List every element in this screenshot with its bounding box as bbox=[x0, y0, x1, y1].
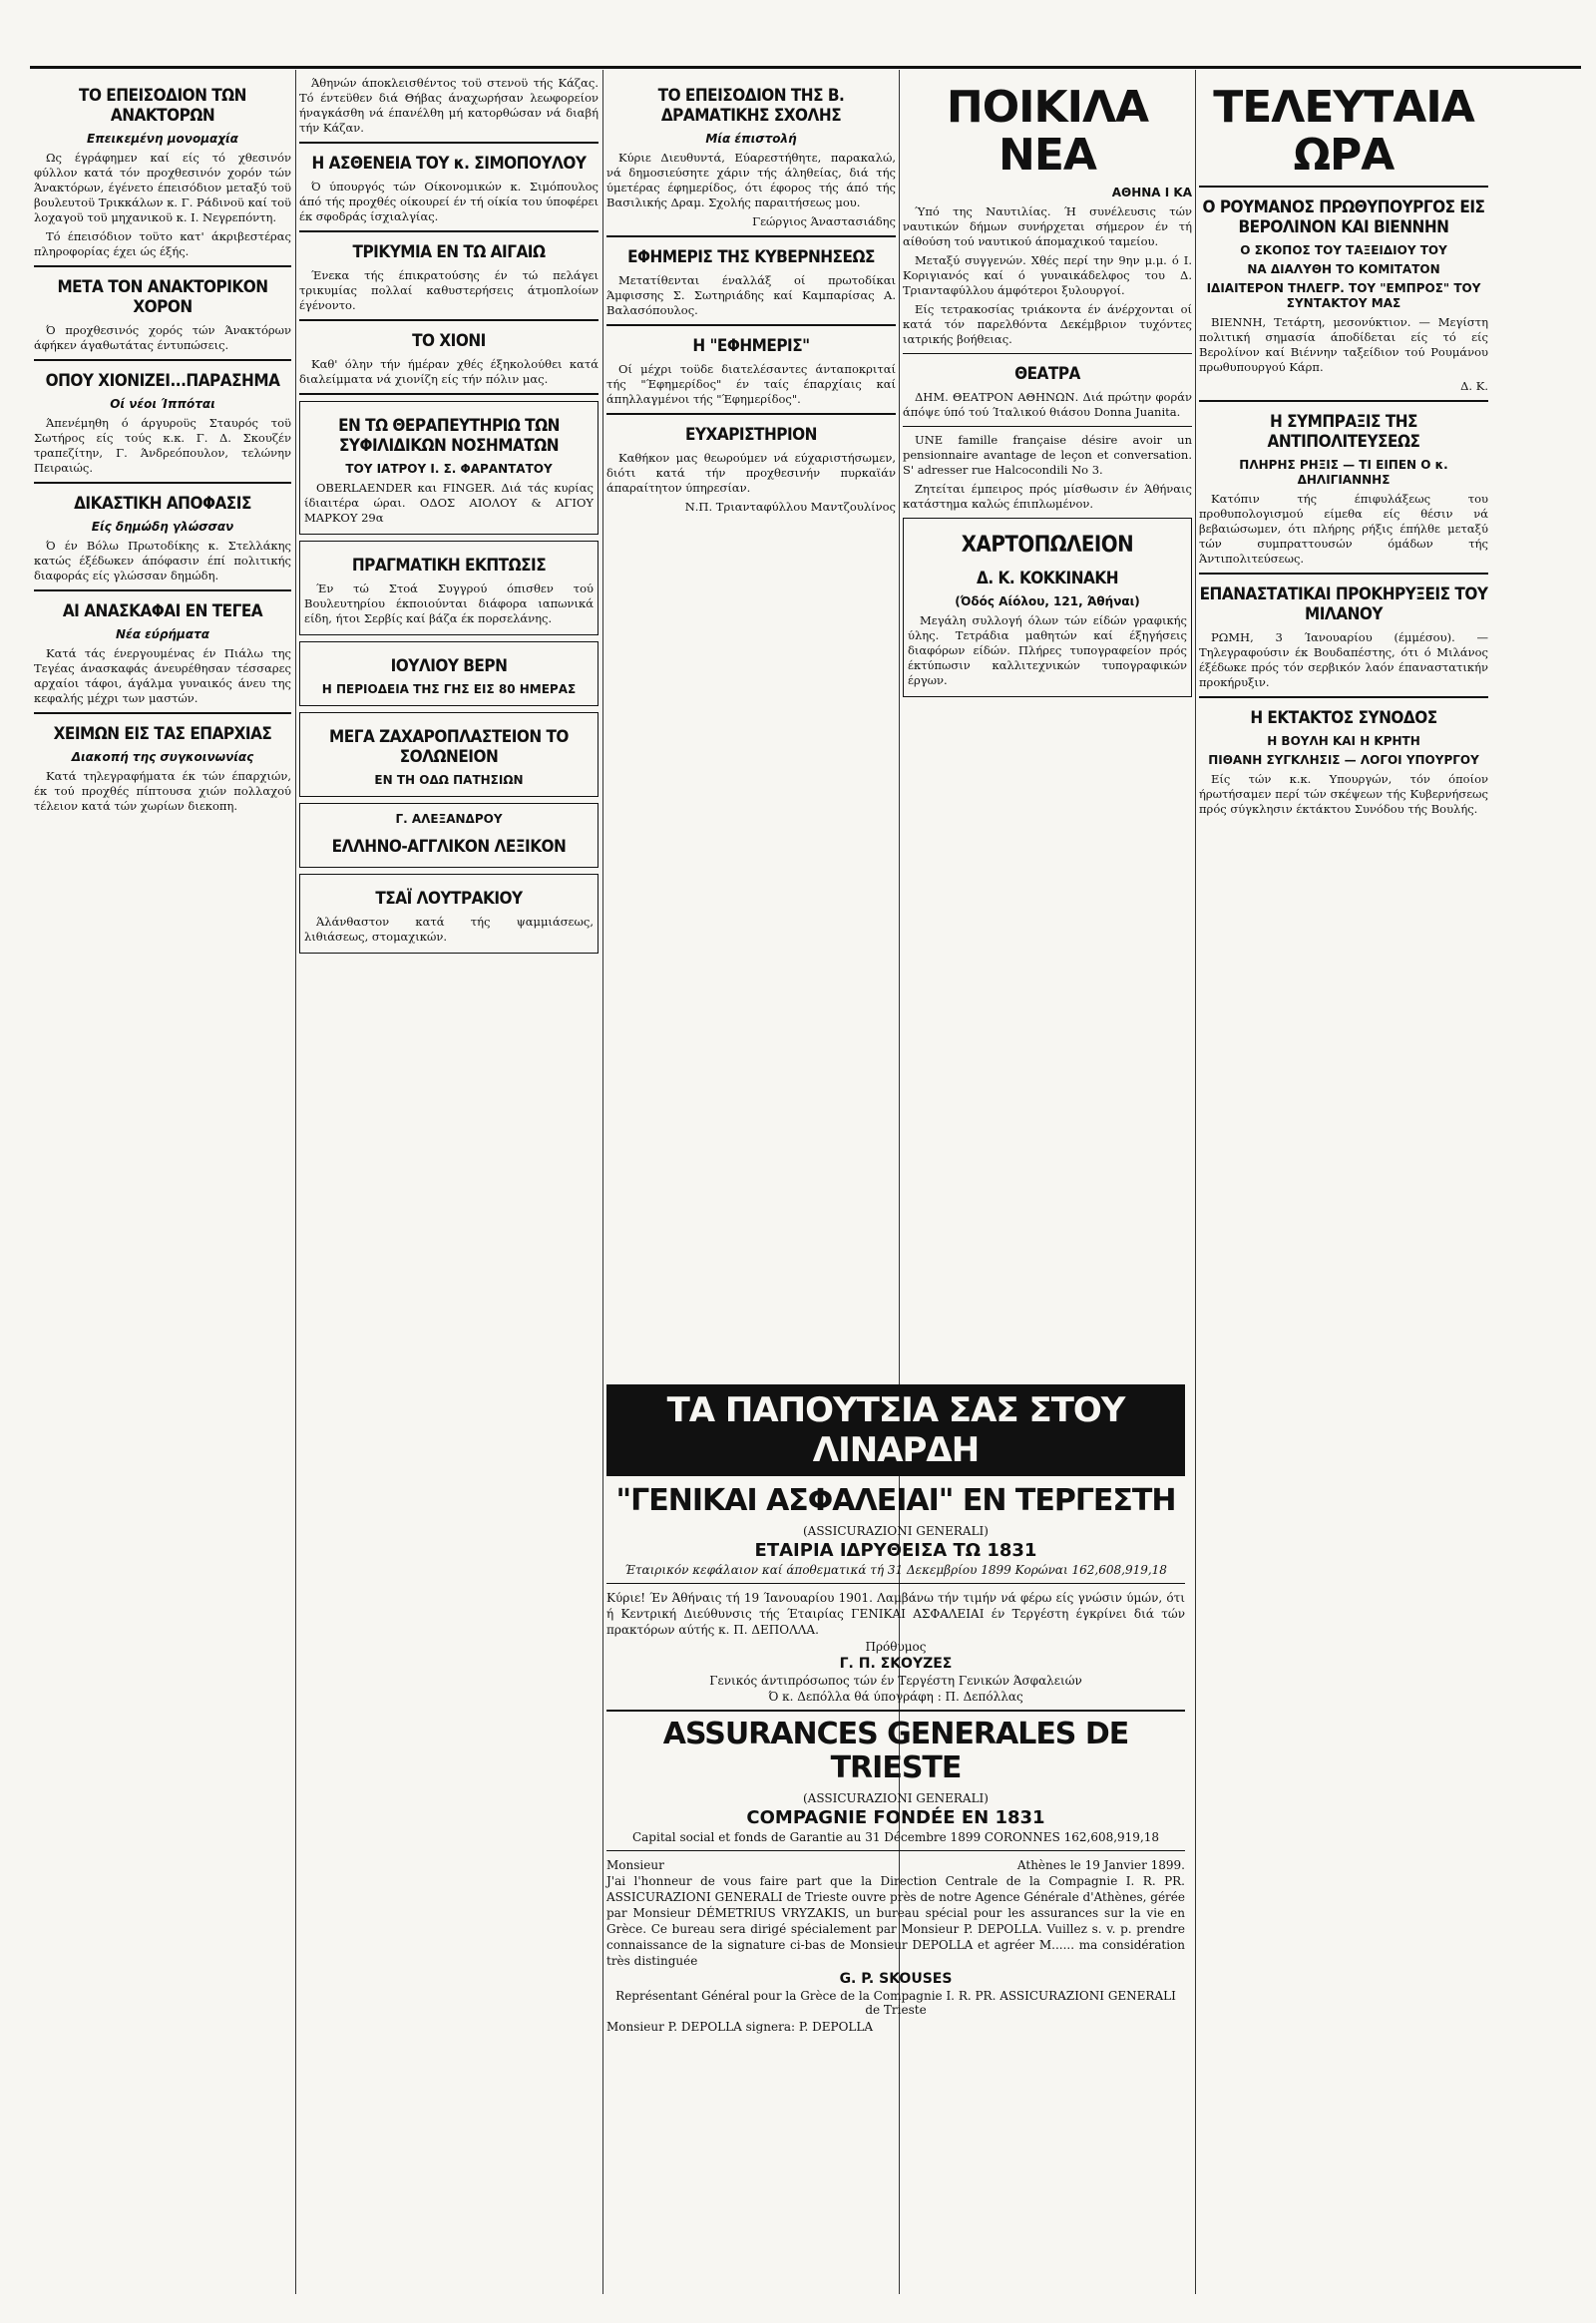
column-divider bbox=[1195, 70, 1196, 2294]
divider bbox=[299, 393, 598, 395]
column-divider bbox=[602, 70, 603, 2294]
column-5 bbox=[1199, 76, 1488, 2290]
divider bbox=[606, 235, 896, 237]
headline-snow: ΤΟ ΧΙΟΝΙ bbox=[412, 331, 486, 351]
ad-signature-role: Γενικός άντιπρόσωπος τών έν Τεργέστη Γενικών Άσφαλειών bbox=[709, 1674, 1082, 1688]
article-paragraph: Κατόπιν τής έπιφυλάξεως του προθυπολογισμού είμεθα είς θέσιν νά βεβαιώσωμεν, ότι πλήρης ρήξις έπήλθε μεταξύ τών συμπραττουσών όμάδων τής Άντιπολιτεύσεως. bbox=[1199, 492, 1488, 566]
divider bbox=[903, 353, 1192, 354]
ad-body: Άλάνθαστον κατά τής ψαμμιάσεως, λιθιάσεως, στομαχικών. bbox=[304, 915, 594, 944]
article-paragraph: Άθηνών άποκλεισθέντος τοϋ στενοϋ τής Κάζας. Τό έντεϋθεν διά Θήβας άναχωρήσαν λεωφορείον ήναγκάσθη νά έπανέλθη μή κατορθώσαν νά διαβή τήν Κάζαν. bbox=[299, 76, 598, 135]
divider bbox=[1199, 400, 1488, 402]
newspaper-page bbox=[30, 40, 1586, 2304]
ad-body: ΟBERLAENDER και FINGER. Διά τάς κυρίας ίδιαιτέρα ώραι. ΟΔΟΣ ΑΙΟΛΟΥ & ΑΓΙΟΥ ΜΑΡΚΟΥ 29α bbox=[304, 481, 594, 525]
subheadline: ΠΙΘΑΝΗ ΣΥΓΚΛΗΣΙΣ — ΛΟΓΟΙ ΥΠΟΥΡΓΟΥ bbox=[1208, 753, 1479, 767]
divider bbox=[299, 142, 598, 144]
divider bbox=[299, 230, 598, 232]
signature: Γεώργιος Άναστασιάδης bbox=[752, 214, 896, 228]
signature: Ν.Π. Τριανταφύλλου Μαντζουλίνος bbox=[684, 500, 896, 514]
divider bbox=[606, 324, 896, 326]
ad-subtitle: Η ΠΕΡΙΟΔΕΙΑ ΤΗΣ ΓΗΣ ΕΙΣ 80 ΗΜΕΡΑΣ bbox=[321, 682, 577, 696]
ad-date: Athènes le 19 Janvier 1899. bbox=[1016, 1858, 1185, 1872]
column-4 bbox=[903, 76, 1192, 1362]
advertisement-confectionery bbox=[299, 712, 598, 797]
ad-subtitle: Γ. ΑΛΕΞΑΝΔΡΟΥ bbox=[395, 812, 503, 826]
divider bbox=[903, 426, 1192, 427]
divider bbox=[606, 1850, 1185, 1851]
ad-signature-role: Représentant Général pour la Grèce de la Compagnie I. R. PR. ASSICURAZIONI GENERALI de Trieste bbox=[615, 1989, 1176, 2017]
article-paragraph: Κατά τηλεγραφήματα έκ τών έπαρχιών, έκ τού προχθές πίπτουσα χιών πολλαχού τέλειον κατά τών χωρίων διεκοπη. bbox=[34, 769, 291, 813]
headline-milan-proclamations: ΕΠΑΝΑΣΤΑΤΙΚΑΙ ΠΡΟΚΗΡΥΞΕΙΣ ΤΟΥ ΜΙΛΑΝΟΥ bbox=[1199, 584, 1488, 624]
dateline: ΑΘΗΝΑ Ι ΚΑ bbox=[1111, 186, 1192, 199]
ad-letter-greek: Κύριε! Έν Άθήναις τή 19 Ίανουαρίου 1901. Λαμβάνω τήν τιμήν νά φέρω είς γνώσιν ύμών, ότι ή Κεντρική Διεύθυνσις τής Έταιρίας ΓΕΝΙΚΑΙ ΑΣΦΑΛΕΙΑΙ έν Τεργέστη έγκρίνει διά τών πρακτόρων αύτής κ. Π. ΔΕΠΟΛΛΑ. bbox=[606, 1591, 1185, 1637]
ad-letter-french: J'ai l'honneur de vous faire part que la Direction Centrale de la Compagnie I. R. PR. ASSICURAZIONI GENERALI de Trieste ouvre près de notre Agence Générale d'Athènes, gérée par Monsieur DÉMETRIUS VRYZAKIS, un bureau spécial pour les assurances sur la vie en Grèce. Ce bureau sera dirigé spécialement par Monsieur P. DEPOLLA. Vuillez s. v. p. prendre connaissance de la signature ci-bas de Monsieur DEPOLLA et agréer M...... ma considération très distinguée bbox=[606, 1874, 1185, 1968]
signature: Δ. Κ. bbox=[1460, 379, 1488, 393]
article-paragraph: Τό έπεισόδιον τοϋτο κατ' άκριβεστέρας πληροφορίας έχει ώς έξής. bbox=[34, 229, 291, 258]
article-paragraph: Ό προχθεσινός χορός τών Άνακτόρων άφήκεν άγαθωτάτας έντυπώσεις. bbox=[34, 323, 291, 352]
divider bbox=[606, 1710, 1185, 1712]
ad-founded-greek: ΕΤΑΙΡΙΑ ΙΔΡΥΘΕΙΣΑ ΤΩ 1831 bbox=[754, 1540, 1037, 1561]
article-paragraph: Οί μέχρι τοϋδε διατελέσαντες άνταποκριταί τής "Έφημερίδος" έν ταίς έπαρχίαις καί άπηλλαγμένοι τής "Έφημερίδος". bbox=[606, 362, 896, 406]
article-paragraph: Είς τών κ.κ. Υπουργών, τόν όποίον ήρωτήσαμεν περί τών σκέψεων τής Κυβερνήσεως πρός σύγκλησιν έκτάκτου Συνόδου τής Βουλής. bbox=[1199, 772, 1488, 816]
advertisement-shoes: ΤΑ ΠΑΠΟΥΤΣΙΑ ΣΑΣ ΣΤΟΥ ΛΙΝΑΡΔΗ bbox=[606, 1384, 1185, 1476]
subheadline: Η ΒΟΥΛΗ ΚΑΙ Η ΚΡΗΤΗ bbox=[1267, 734, 1420, 748]
advertisement-clinic bbox=[299, 401, 598, 535]
headline-after-ball: ΜΕΤΑ ΤΟΝ ΑΝΑΚΤΟΡΙΚΟΝ ΧΟΡΟΝ bbox=[57, 277, 268, 317]
ad-signature-french: G. P. SKOUSES bbox=[839, 1971, 953, 1987]
article-paragraph: Άπενέμηθη ό άργυροϋς Σταυρός τοϋ Σωτήρος είς τούς κ.κ. Γ. Δ. Σκουζέν τραπεζίτην, Γ. Άνδρεόπουλον, τελώνην Πειραιώς. bbox=[34, 416, 291, 475]
headline-opposition: Η ΣΥΜΠΡΑΞΙΣ ΤΗΣ ΑΝΤΙΠΟΛΙΤΕΥΣΕΩΣ bbox=[1267, 412, 1420, 452]
divider bbox=[34, 482, 291, 484]
advertisement-dictionary bbox=[299, 803, 598, 868]
column-1 bbox=[34, 76, 291, 2290]
headline-extraordinary-session: Η ΕΚΤΑΚΤΟΣ ΣΥΝΟΔΟΣ bbox=[1250, 708, 1437, 728]
ad-body: Έν τώ Στοά Συγγρού όπισθεν τού Βουλευτηρίου έκποιούνται διάφορα ιαπωνικά είδη, ήτοι Σερβίς καί βάζα έκ πορσελάνης. bbox=[304, 581, 594, 625]
ad-title: ΙΟΥΛΙΟΥ ΒΕΡΝ bbox=[390, 656, 508, 676]
ad-greeting: Monsieur bbox=[606, 1858, 664, 1872]
subheadline: Είς δημώδη γλώσσαν bbox=[91, 520, 234, 534]
divider bbox=[1199, 573, 1488, 575]
divider bbox=[34, 712, 291, 714]
subheadline: ΙΔΙΑΙΤΕΡΟΝ ΤΗΛΕΓΡ. ΤΟΥ "ΕΜΠΡΟΣ" ΤΟΥ ΣΥΝΤΑΚΤΟΥ ΜΑΣ bbox=[1206, 281, 1481, 310]
ad-signature-greek: Γ. Π. ΣΚΟΥΖΕΣ bbox=[839, 1656, 953, 1672]
article-paragraph: Καθ' όλην τήν ήμέραν χθές έξηκολούθει κατά διαλείμματα νά χιονίζη είς τήν πόλιν μας. bbox=[299, 357, 598, 386]
ad-body: Μεγάλη συλλογή όλων τών είδών γραφικής ύλης. Τετράδια μαθητών καί έξηγήσεις διαφόρων είδών. Πλήρες τυπογραφείον πρός έκτύπωσιν καλλιτεχνικών τυπογραφικών έργων. bbox=[908, 613, 1187, 687]
advertisement-discount bbox=[299, 541, 598, 635]
classified-ad: UNE famille française désire avoir un pensionnaire avantage de leçon et conversation. S' adresser rue Halcocondili No 3. bbox=[903, 433, 1192, 477]
divider bbox=[1199, 186, 1488, 188]
ad-letter-header bbox=[606, 1857, 1185, 1873]
divider bbox=[34, 265, 291, 267]
article-paragraph: Μεταξύ συγγενών. Χθές περί την 9ην μ.μ. ό Ι. Κοριγιανός καί ό γυναικάδελφος του Δ. Τριανταφύλλου άμφότεροι ξυλουργοί. bbox=[903, 253, 1192, 297]
divider bbox=[299, 319, 598, 321]
classified-ad: Ζητείται έμπειρος πρός μίσθωσιν έν Άθήναις κατάστημα καλώς έπιπλωμένον. bbox=[903, 482, 1192, 511]
ad-signature-note: Monsieur P. DEPOLLA signera: P. DEPOLLA bbox=[606, 2020, 874, 2034]
article-paragraph: Κύριε Διευθυντά, Εύαρεστήθητε, παρακαλώ, νά δημοσιεύσητε χάριν τής άληθείας, διά τής ύμετέρας έφημερίδος, ότι έφορος τής άπό τής Βασιλικής Δραμ. Σχολής παραιτήσεως μου. bbox=[606, 151, 896, 209]
article-paragraph: Ύπό της Ναυτιλίας. Ή συνέλευσις τών ναυτικών δήμων συνήρχεται σήμερον έν τή αίθούση τού ναυτικού άπομαχικού ταμείου. bbox=[903, 204, 1192, 248]
column-3 bbox=[606, 76, 896, 1362]
ad-capital-french: Capital social et fonds de Garantie au 31 Décembre 1899 CORONNES 162,608,919,18 bbox=[631, 1830, 1160, 1844]
top-rule bbox=[30, 66, 1581, 69]
divider bbox=[34, 359, 291, 361]
divider bbox=[1199, 696, 1488, 698]
subheadline: Οί νέοι Ίππόται bbox=[110, 397, 215, 411]
subheadline: ΠΛΗΡΗΣ ΡΗΞΙΣ — ΤΙ ΕΙΠΕΝ Ο κ. ΔΗΛΙΓΙΑΝΝΗΣ bbox=[1239, 458, 1448, 487]
ad-subtitle: ΕΝ ΤΗ ΟΔΩ ΠΑΤΗΣΙΩΝ bbox=[374, 773, 524, 787]
section-masthead-last-hour: ΤΕΛΕΥΤΑΙΑ ΩΡΑ bbox=[1213, 82, 1474, 181]
headline-winter-provinces: ΧΕΙΜΩΝ ΕΙΣ ΤΑΣ ΕΠΑΡΧΙΑΣ bbox=[53, 724, 272, 744]
article-paragraph: Ένεκα τής έπικρατούσης έν τώ πελάγει τρικυμίας πολλαί καθυστερήσεις άτμοπλοίων έγένοντο. bbox=[299, 268, 598, 312]
subheadline: Διακοπή της συγκοινωνίας bbox=[71, 750, 254, 764]
advertisement-stationery bbox=[903, 518, 1192, 697]
ad-address: (Όδός Αίόλου, 121, Άθήναι) bbox=[955, 594, 1140, 608]
advertisement-tea bbox=[299, 874, 598, 954]
ad-capital-greek: Έταιρικόν κεφάλαιον καί άποθεματικά τή 31 Δεκεμβρίου 1899 Κορώναι 162,608,919,18 bbox=[624, 1563, 1167, 1577]
column-2 bbox=[299, 76, 598, 2290]
article-paragraph: Ως έγράφημεν καί είς τό χθεσινόν φύλλον κατά τόν προχθεσινόν χορόν τών Άνακτόρων, έγένετο έπεισόδιον μεταξύ τοϋ βουλευτοϋ Τρικκάλων κ. Γ. Ράδινοϋ καί τοϋ λοχαγοϋ τοϋ μηχανικοϋ κ. Ι. Νεγρεπόντη. bbox=[34, 151, 291, 224]
article-paragraph: ΡΩΜΗ, 3 Ίανουαρίου (έμμέσου). — Τηλεγραφούσιν έκ Βουδαπέστης, ότι ό Μιλάνος έξέδωκε πρός τόν σερβικόν λαόν έπαναστατικήν προκήρυξιν. bbox=[1199, 630, 1488, 689]
ad-signature-note: Ό κ. Δεπόλλα θά ύπογράφη : Π. Δεπόλλας bbox=[768, 1690, 1023, 1704]
article-paragraph: Ό ύπουργός τών Οίκονομικών κ. Σιμόπουλος άπό τής προχθές οίκουρεί έν τή οίκία του ύποφέρει έκ σφοδράς ίσχιαλγίας. bbox=[299, 180, 598, 223]
headline-aegean-storm: ΤΡΙΚΥΜΙΑ ΕΝ ΤΩ ΑΙΓΑΙΩ bbox=[352, 242, 546, 262]
article-paragraph: ΔΗΜ. ΘΕΑΤΡΟΝ ΑΘΗΝΩΝ. Διά πρώτην φοράν άπόψε ύπό τού Ίταλικού θιάσου Donna Juanita. bbox=[903, 390, 1192, 419]
subheadline: Μία έπιστολή bbox=[705, 132, 797, 146]
headline-tegea-excavations: ΑΙ ΑΝΑΣΚΑΦΑΙ ΕΝ ΤΕΓΕΑ bbox=[62, 601, 263, 621]
ad-signature-label: Πρόθυμος bbox=[865, 1640, 927, 1654]
ad-subtitle: ΤΟΥ ΙΑΤΡΟΥ Ι. Σ. ΦΑΡΑΝΤΑΤΟΥ bbox=[345, 462, 553, 476]
ad-title: ΠΡΑΓΜΑΤΙΚΗ ΕΚΠΤΩΣΙΣ bbox=[351, 556, 547, 576]
ad-subtitle: (ASSICURAZIONI GENERALI) bbox=[803, 1791, 989, 1805]
ad-title-french: ASSURANCES GENERALES DE TRIESTE bbox=[662, 1717, 1129, 1785]
headline-theatres: ΘΕΑΤΡΑ bbox=[1014, 364, 1080, 384]
ad-subtitle: Δ. Κ. ΚΟΚΚΙΝΑΚΗ bbox=[977, 569, 1118, 588]
headline-thanks: ΕΥΧΑΡΙΣΤΗΡΙΟΝ bbox=[685, 425, 817, 445]
headline-palace-incident: ΤΟ ΕΠΕΙΣΟΔΙΟΝ ΤΩΝ ΑΝΑΚΤΟΡΩΝ bbox=[79, 86, 246, 126]
divider bbox=[34, 589, 291, 591]
headline-gazette: ΕΦΗΜΕΡΙΣ ΤΗΣ ΚΥΒΕΡΝΗΣΕΩΣ bbox=[627, 247, 875, 267]
divider bbox=[606, 413, 896, 415]
ad-title: ΜΕΓΑ ΖΑΧΑΡΟΠΛΑΣΤΕΙΟΝ ΤΟ ΣΟΛΩΝΕΙΟΝ bbox=[329, 727, 569, 767]
advertisement-jules-verne bbox=[299, 641, 598, 706]
ad-title: ΕΛΛΗΝΟ-ΑΓΓΛΙΚΟΝ ΛΕΞΙΚΟΝ bbox=[331, 837, 567, 857]
article-paragraph: Είς τετρακοσίας τριάκοντα έν άνέρχονται οί κατά τόν παρελθόντα Δεκέμβριον τυχόντες ιατρικής βοήθειας. bbox=[903, 302, 1192, 346]
insurance-advertisement-block bbox=[606, 1376, 1185, 2035]
ad-title: ΧΑΡΤΟΠΩΛΕΙΟΝ bbox=[961, 533, 1134, 558]
headline-minister-illness: Η ΑΣΘΕΝΕΙΑ ΤΟΥ κ. ΣΙΜΟΠΟΥΛΟΥ bbox=[311, 154, 587, 174]
ad-subtitle: (ASSICURAZIONI GENERALI) bbox=[803, 1524, 989, 1538]
headline-romanian-pm: Ο ΡΟΥΜΑΝΟΣ ΠΡΩΘΥΠΟΥΡΓΟΣ ΕΙΣ ΒΕΡΟΛΙΝΟΝ ΚΑΙ ΒΙΕΝΝΗΝ bbox=[1202, 197, 1485, 237]
headline-snow-medals: ΟΠΟΥ ΧΙΟΝΙΖΕΙ...ΠΑΡΑΣΗΜΑ bbox=[45, 371, 280, 391]
article-paragraph: Καθήκον μας θεωρούμεν νά εύχαριστήσωμεν, διότι κατά τήν προχθεσινήν πυρκαϊάν άπαραίτητον ύπηρεσίαν. bbox=[606, 451, 896, 495]
headline-efimeris: Η "ΕΦΗΜΕΡΙΣ" bbox=[692, 336, 810, 356]
headline-drama-school: ΤΟ ΕΠΕΙΣΟΔΙΟΝ ΤΗΣ Β. ΔΡΑΜΑΤΙΚΗΣ ΣΧΟΛΗΣ bbox=[657, 86, 845, 126]
subheadline: Ο ΣΚΟΠΟΣ ΤΟΥ ΤΑΞΕΙΔΙΟΥ ΤΟΥ bbox=[1240, 243, 1447, 257]
ad-title-greek: "ΓΕΝΙΚΑΙ ΑΣΦΑΛΕΙΑΙ" ΕΝ ΤΕΡΓΕΣΤΗ bbox=[615, 1483, 1176, 1518]
article-paragraph: Μετατίθενται έναλλάξ οί πρωτοδίκαι Άμφισσης Σ. Σωτηριάδης καί Καμπαρίσας Α. Βαλασόπουλος. bbox=[606, 273, 896, 317]
subheadline: Νέα εύρήματα bbox=[115, 627, 210, 641]
ad-founded-french: COMPAGNIE FONDÉE EN 1831 bbox=[746, 1807, 1045, 1828]
article-paragraph: ΒΙΕΝΝΗ, Τετάρτη, μεσονύκτιον. — Μεγίστη πολιτική σημασία άποδίδεται είς τό είς Βερολίνον καί Βιέννην ταξείδιον τού Ρουμάνου πρωθυπουργού Κάρπ. bbox=[1199, 315, 1488, 374]
article-paragraph: Ό έν Βόλω Πρωτοδίκης κ. Στελλάκης κατώς έξέδωκεν άπόφασιν έπί πολιτικής διαφοράς είς γλώσσαν δημώδη. bbox=[34, 539, 291, 582]
article-paragraph: Κατά τάς ένεργουμένας έν Πιάλω της Τεγέας άνασκαφάς άνευρέθησαν τέσσαρες αρχαίοι τάφοι, άγάλμα γυναικός άνευ της κεφαλής μέχρι των μαστών. bbox=[34, 646, 291, 705]
ad-title: ΕΝ ΤΩ ΘΕΡΑΠΕΥΤΗΡΙΩ ΤΩΝ ΣΥΦΙΛΙΔΙΚΩΝ ΝΟΣΗΜΑΤΩΝ bbox=[338, 416, 560, 456]
subheadline: ΝΑ ΔΙΑΛΥΘΗ ΤΟ ΚΟΜΙΤΑΤΟΝ bbox=[1247, 262, 1440, 276]
ad-title: ΤΣΑΪ ΛΟΥΤΡΑΚΙΟΥ bbox=[375, 889, 523, 909]
divider bbox=[606, 1583, 1185, 1584]
section-masthead-misc-news: ΠΟΙΚΙΛΑ ΝΕΑ bbox=[946, 82, 1149, 181]
column-divider bbox=[295, 70, 296, 2294]
headline-court-ruling: ΔΙΚΑΣΤΙΚΗ ΑΠΟΦΑΣΙΣ bbox=[74, 494, 251, 514]
subheadline: Επεικεμένη μονομαχία bbox=[87, 132, 238, 146]
